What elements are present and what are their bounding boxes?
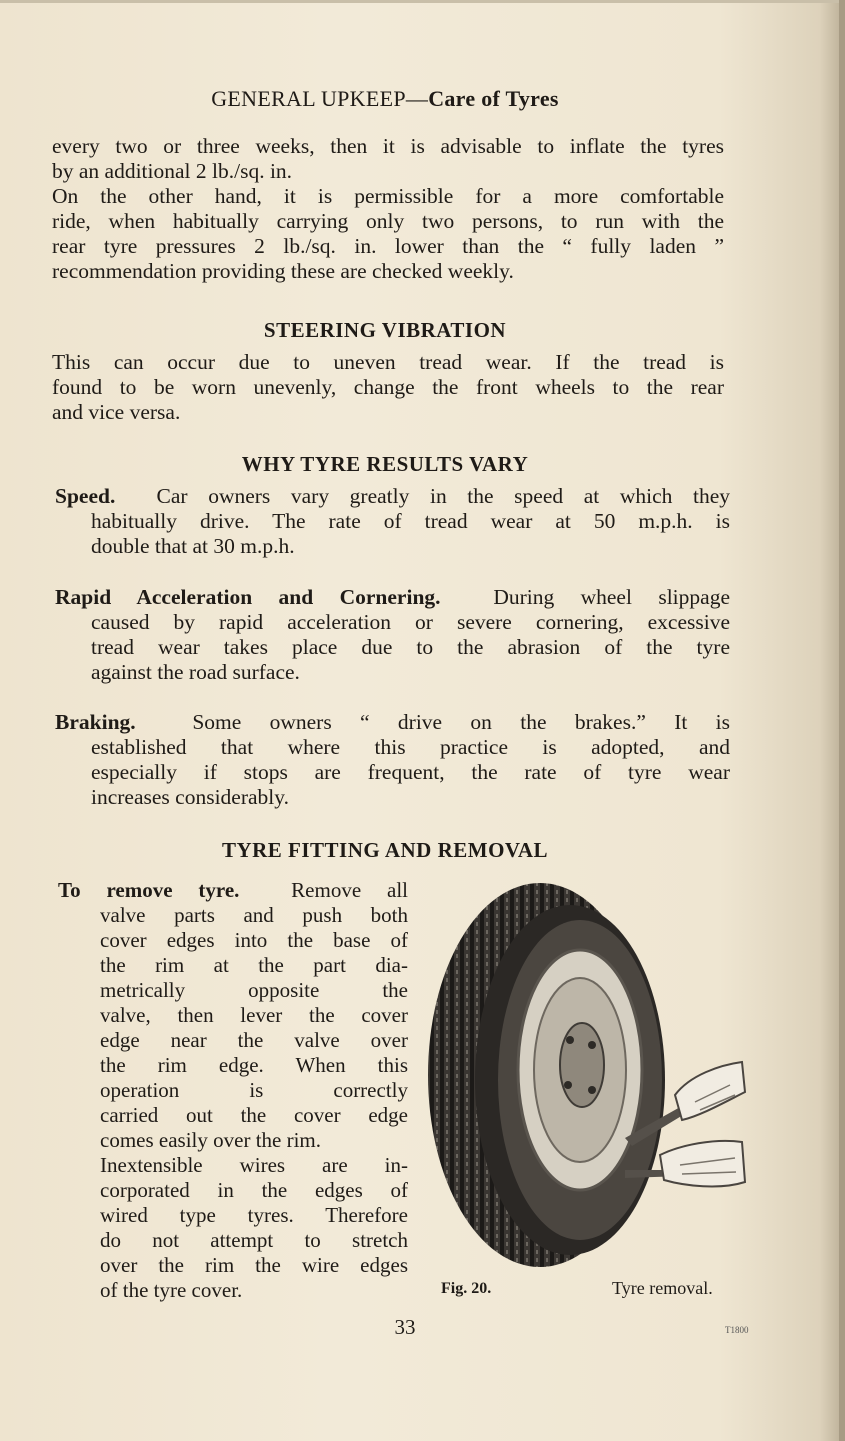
text-line: comes easily over the rim. [100, 1128, 322, 1152]
why-heading: WHY TYRE RESULTS VARY [241, 452, 529, 476]
text-line: of the tyre cover. [100, 1278, 243, 1302]
text-line: carried out the cover edge [100, 1103, 408, 1127]
text-line: Car owners vary greatly in the speed at which they [156, 484, 730, 508]
text-line: Some owners “ drive on the brakes.” It is [192, 710, 730, 734]
intro-paragraph [52, 134, 724, 284]
text-line: every two or three weeks, then it is advisable to inflate the tyres [52, 134, 724, 158]
item-title: Rapid Acceleration and Cornering. [55, 585, 441, 609]
page-number: 33 [394, 1315, 416, 1339]
text-line: habitually drive. The rate of tread wear at 50 m.p.h. is [91, 509, 730, 533]
hand-lower [660, 1141, 745, 1187]
text-line: increases considerably. [91, 785, 289, 809]
steering-heading: STEERING VIBRATION [263, 318, 507, 342]
hand-upper [675, 1062, 745, 1120]
steering-paragraph [52, 350, 724, 425]
page-top-edge [0, 0, 845, 3]
print-code: T1800 [725, 1325, 749, 1335]
text-line: Remove all [291, 878, 408, 902]
text-line: do not attempt to stretch [100, 1228, 408, 1252]
figure-label: Fig. 20. [441, 1280, 492, 1297]
text-line: edge near the valve over [100, 1028, 408, 1052]
text-line: caused by rapid acceleration or severe cornering, excessive [91, 610, 730, 634]
text-line: recommendation providing these are checked weekly. [52, 259, 514, 283]
remove-tyre-column [58, 878, 408, 1303]
text-line: wired type tyres. Therefore [100, 1203, 408, 1227]
acceleration-item [55, 585, 730, 685]
header-subtitle: Care of Tyres [428, 86, 559, 111]
tyre-removal-illustration [420, 880, 755, 1275]
text-line: found to be worn unevenly, change the front wheels to the rear [52, 375, 724, 399]
speed-item [55, 484, 730, 559]
text-line: double that at 30 m.p.h. [91, 534, 295, 558]
text-line: and vice versa. [52, 400, 181, 424]
header-title: GENERAL UPKEEP— [211, 86, 429, 111]
text-line: This can occur due to uneven tread wear. If the tread is [52, 350, 724, 374]
item-title: Braking. [55, 710, 136, 734]
wheel-hub [560, 1023, 604, 1107]
item-title: Speed. [55, 484, 116, 508]
text-line: valve, then lever the cover [100, 1003, 408, 1027]
text-line: over the rim the wire edges [100, 1253, 408, 1277]
text-line: valve parts and push both [100, 903, 408, 927]
item-title: To remove tyre. [58, 878, 240, 902]
braking-item [55, 710, 730, 810]
text-line: operation is correctly [100, 1078, 408, 1102]
text-line: the rim at the part dia- [100, 953, 408, 977]
text-line: metrically opposite the [100, 978, 408, 1002]
fitting-heading: TYRE FITTING AND REMOVAL [221, 838, 549, 862]
text-line: cover edges into the base of [100, 928, 408, 952]
running-header [0, 86, 770, 112]
text-line: rear tyre pressures 2 lb./sq. in. lower than the “ fully laden ” [52, 234, 724, 258]
text-line: Inextensible wires are in- [100, 1153, 408, 1177]
text-line: ride, when habitually carrying only two persons, to run with the [52, 209, 724, 233]
text-line: On the other hand, it is permissible for a more comfortable [52, 184, 724, 208]
text-line: by an additional 2 lb./sq. in. [52, 159, 293, 183]
text-line: the rim edge. When this [100, 1053, 408, 1077]
text-line: tread wear takes place due to the abrasion of the tyre [91, 635, 730, 659]
figure-caption: Tyre removal. [612, 1278, 713, 1298]
text-line: corporated in the edges of [100, 1178, 408, 1202]
text-line: During wheel slippage [493, 585, 730, 609]
text-line: established that where this practice is adopted, and [91, 735, 730, 759]
page-edge-shadow [839, 0, 845, 1441]
text-line: against the road surface. [91, 660, 300, 684]
text-line: especially if stops are frequent, the rate of tyre wear [91, 760, 730, 784]
